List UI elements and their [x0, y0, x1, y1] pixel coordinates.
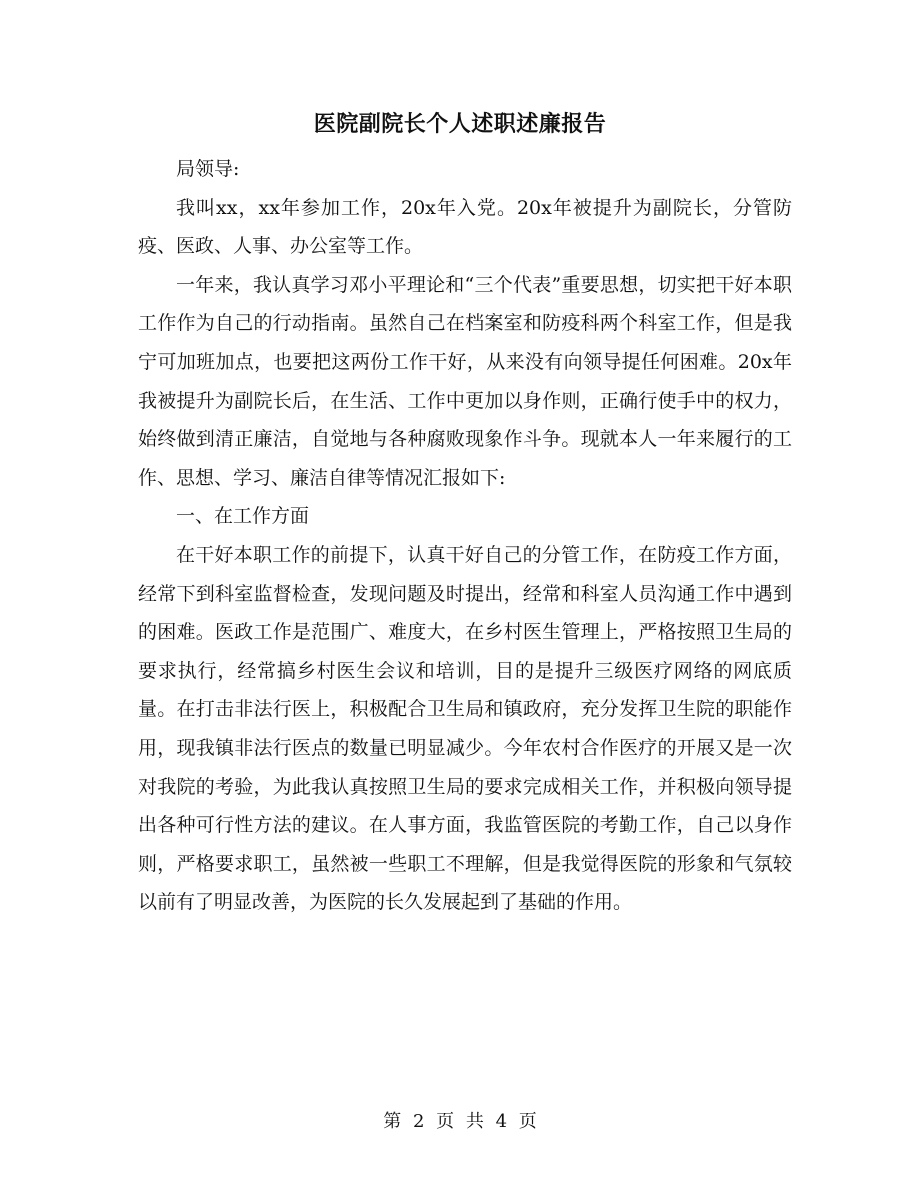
document-title: 医院副院长个人述职述廉报告: [313, 111, 607, 137]
intro-paragraph: 我叫xx，xx年参加工作，20x年入党。20x年被提升为副院长，分管防疫、医政、人事、办公室等工作。: [138, 196, 792, 258]
page-number-footer: 第 2 页 共 4 页: [383, 1111, 537, 1132]
work-paragraph: 在干好本职工作的前提下，认真干好自己的分管工作，在防疫工作方面，经常下到科室监督检查，发现问题及时提出，经常和科室人员沟通工作中遇到的困难。医政工作是范围广、难度大，在乡村医生管理上，严格按照卫生局的要求执行，经常搞乡村医生会议和培训，目的是提升三级医疗网络的网底质量。在打击非法行医上，积极配合卫生局和镇政府，充分发挥卫生院的职能作用，现我镇非法行医点的数量已明显减少。今年农村合作医疗的开展又是一次对我院的考验，为此我认真按照卫生局的要求完成相关工作，并积极向领导提出各种可行性方法的建议。在人事方面，我监管医院的考勤工作，自己以身作则，严格要求职工，虽然被一些职工不理解，但是我觉得医院的形象和气氛较以前有了明显改善，为医院的长久发展起到了基础的作用。: [138, 543, 792, 914]
salutation-paragraph: 局领导:: [176, 158, 240, 180]
document-body: [138, 150, 792, 922]
section-heading: 一、在工作方面: [176, 505, 310, 528]
summary-paragraph: 一年来，我认真学习邓小平理论和“三个代表”重要思想，切实把干好本职工作作为自己的行动指南。虽然自己在档案室和防疫科两个科室工作，但是我宁可加班加点，也要把这两份工作干好，从来没有向领导提任何困难。20x年我被提升为副院长后，在生活、工作中更加以身作则，正确行使手中的权力，始终做到清正廉洁，自觉地与各种腐败现象作斗争。现就本人一年来履行的工作、思想、学习、廉洁自律等情况汇报如下:: [138, 273, 792, 489]
